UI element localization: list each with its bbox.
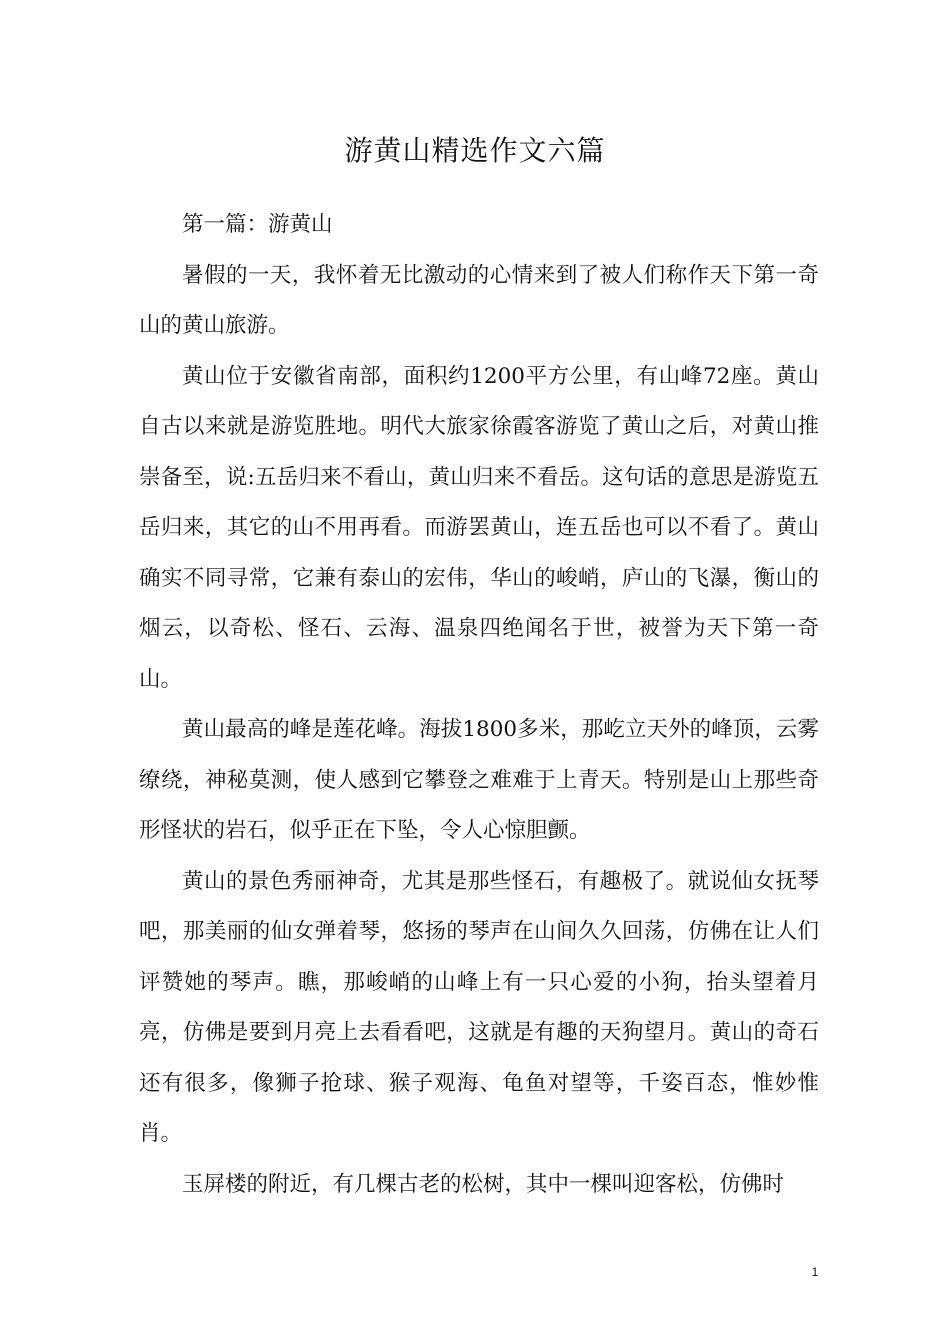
document-title: 游黄山精选作文六篇 (344, 134, 606, 167)
section-heading: 第一篇：游黄山 (182, 212, 333, 237)
paragraph: 黄山位于安徽省南部，面积约1200平方公里，有山峰72座。黄山自古以来就是游览胜地。明代大旅家徐霞客游览了黄山之后，对黄山推崇备至，说:五岳归来不看山，黄山归来不看岳。这句话的意思是游览五岳归来，其它的山不用再看。而游罢黄山，连五岳也可以不看了。黄山确实不同寻常，它兼有泰山的宏伟，华山的峻峭，庐山的飞瀑，衡山的烟云，以奇松、怪石、云海、温泉四绝闻名于世，被誉为天下第一奇山。 (139, 363, 819, 692)
paragraph: 黄山最高的峰是莲花峰。海拔1800多米，那屹立天外的峰顶，云雾缭绕，神秘莫测，使人感到它攀登之难难于上青天。特别是山上那些奇形怪状的岩石，似乎正在下坠，令人心惊胆颤。 (139, 717, 819, 843)
document-body (139, 200, 819, 1210)
paragraph: 玉屏楼的附近，有几棵古老的松树，其中一棵叫迎客松，仿佛时 (182, 1171, 785, 1197)
paragraph: 黄山的景色秀丽神奇，尤其是那些怪石，有趣极了。就说仙女抚琴吧，那美丽的仙女弹着琴，悠扬的琴声在山间久久回荡，仿佛在让人们评赞她的琴声。瞧，那峻峭的山峰上有一只心爱的小狗，抬头望着月亮，仿佛是要到月亮上去看看吧，这就是有趣的天狗望月。黄山的奇石还有很多，像狮子抢球、猴子观海、龟鱼对望等，千姿百态，惟妙惟肖。 (139, 868, 819, 1146)
page-number: 1 (811, 1265, 819, 1279)
paragraph: 暑假的一天，我怀着无比激动的心情来到了被人们称作天下第一奇山的黄山旅游。 (139, 262, 819, 338)
